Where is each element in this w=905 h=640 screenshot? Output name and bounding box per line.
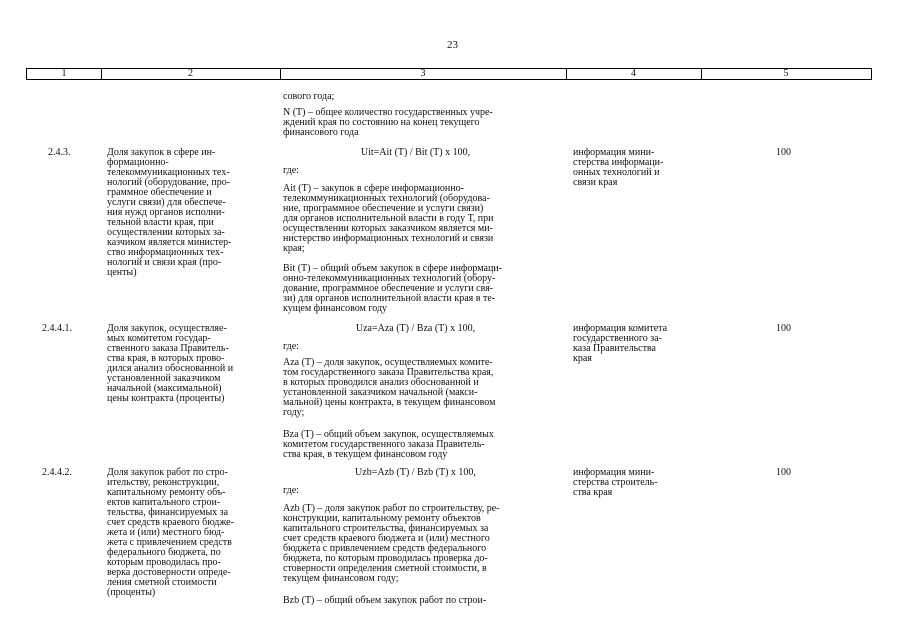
indicator-name — [107, 148, 231, 278]
header-col-2: 2 — [188, 68, 193, 79]
indicator-name — [107, 468, 234, 598]
where-label: где: — [283, 341, 299, 352]
definition-line: году; — [283, 407, 305, 418]
n-definition-line: N (Т) – общее количество государственных учре- — [283, 107, 493, 118]
definition-line: Ait (T) – закупок в сфере информационно- — [283, 183, 464, 194]
definition-line: капитального строительства, финансируемых за — [283, 523, 489, 534]
indicator-name-line: тельной власти края, при — [107, 217, 214, 228]
definition-line: счет средств краевого бюджета и (или) местного — [283, 533, 490, 544]
indicator-name-line: ства края, в которых прово- — [107, 353, 225, 364]
formula: Uzb=Azb (T) / Bzb (T) x 100, — [355, 467, 476, 478]
information-source — [573, 468, 658, 498]
indicator-name-line: Доля закупок работ по стро- — [107, 467, 228, 478]
definition-line: для органов исполнительной власти в году Т, при — [283, 213, 494, 224]
definition-line: ние, программное обеспечение и услуги связи) — [283, 203, 484, 214]
variable-b-definition — [283, 430, 494, 460]
indicator-name-line: ления сметной стоимости — [107, 577, 217, 588]
indicator-name-line: начальной (максимальной) — [107, 383, 222, 394]
indicator-name-line: ительству, реконструкции, — [107, 477, 220, 488]
definition-line: зи) для органов исполнительной власти края в те- — [283, 293, 496, 304]
indicator-name-line: (проценты) — [107, 587, 156, 598]
indicator-name-line: казчиком является министер- — [107, 237, 232, 248]
definition-line: телекоммуникационных технологий (оборудова- — [283, 193, 490, 204]
indicator-name-line: формационно- — [107, 157, 169, 168]
indicator-name-line: граммное обеспечение и — [107, 187, 212, 198]
definition-line: бюджета, по которым проводилась проверка до- — [283, 553, 488, 564]
source-line: информация мини- — [573, 147, 655, 158]
n-definition — [283, 108, 548, 138]
source-line: информация комитета — [573, 323, 668, 334]
definition-line: края; — [283, 243, 305, 254]
where-label: где: — [283, 165, 299, 176]
definition-line: стоверности определения сметной стоимости, в — [283, 563, 487, 574]
variable-b-definition — [283, 264, 502, 314]
source-line: стерства информаци- — [573, 157, 664, 168]
row-number: 2.4.3. — [48, 147, 71, 158]
definition-line: установленной заказчиком начальной (макси- — [283, 387, 478, 398]
definition-line: том государственного заказа Правительства края, — [283, 367, 494, 378]
indicator-name-line: нологий и связи края (про- — [107, 257, 222, 268]
indicator-name-line: осуществлении которых за- — [107, 227, 225, 238]
variable-a-definition — [283, 184, 493, 254]
row-number: 2.4.4.1. — [42, 323, 72, 334]
header-col-4: 4 — [631, 68, 636, 79]
source-line: края — [573, 353, 592, 364]
definition-line: нистерство информационных технологий и связи — [283, 233, 494, 244]
definition-line: кущем финансовом году — [283, 303, 388, 314]
indicator-name-line: жета и (или) местного бюд- — [107, 527, 225, 538]
where-label: где: — [283, 485, 299, 496]
variable-a-definition — [283, 504, 500, 584]
definition-line: текущем финансовом году; — [283, 573, 399, 584]
header-col-1: 1 — [61, 68, 67, 79]
indicator-name-line: ственного заказа Правитель- — [107, 343, 229, 354]
source-line: онных технологий и — [573, 167, 660, 178]
source-line: государственного за- — [573, 333, 662, 344]
formula: Uit=Ait (T) / Bit (T) x 100, — [360, 147, 471, 158]
indicator-name-line: услуги связи) для обеспече- — [107, 197, 226, 208]
indicator-name-line: установленной заказчиком — [107, 373, 221, 384]
definition-line: осуществлении которых заказчиком является ми- — [283, 223, 493, 234]
indicator-name-line: счет средств краевого бюдже- — [107, 517, 234, 528]
indicator-name-line: Доля закупок, осуществляе- — [107, 323, 227, 334]
continuation-text: сового года; — [283, 91, 335, 102]
indicator-name-line: дился анализ обоснованной и — [107, 363, 234, 374]
definition-line: Bzb (T) – общий объем закупок работ по строи- — [283, 595, 487, 606]
target-value: 100 — [776, 323, 791, 334]
indicator-name-line: нологий (оборудование, про- — [107, 177, 231, 188]
definition-line: в которых проводился анализ обоснованной и — [283, 377, 479, 388]
indicator-name-line: которым проводилась про- — [107, 557, 221, 568]
header-col-3: 3 — [420, 68, 426, 79]
definition-line: ства края, в текущем финансовом году — [283, 449, 448, 460]
indicator-name-line: ектов капитального строи- — [107, 497, 221, 508]
target-value: 100 — [776, 147, 791, 158]
n-definition-line: финансового года — [283, 127, 359, 138]
page-number: 23 — [447, 39, 458, 51]
variable-a-definition — [283, 358, 495, 418]
indicator-name-line: федерального бюджета, по — [107, 547, 221, 558]
table-header-row — [26, 68, 872, 80]
definition-line: Azb (T) – доля закупок работ по строительству, ре- — [283, 503, 500, 514]
definition-line: бюджета с привлечением средств федерального — [283, 543, 487, 554]
indicator-name-line: ния нужд органов исполни- — [107, 207, 225, 218]
source-line: стерства строитель- — [573, 477, 658, 488]
definition-line: дование, программное обеспечение и услуги свя- — [283, 283, 494, 294]
target-value: 100 — [776, 467, 791, 478]
indicator-name-line: мых комитетом государ- — [107, 333, 211, 344]
definition-line: конструкции, капитальному ремонту объектов — [283, 513, 481, 524]
indicator-name-line: телекоммуникационных тех- — [107, 167, 230, 178]
definition-line: комитетом государственного заказа Правитель- — [283, 439, 485, 450]
definition-line: онно-телекоммуникационных технологий (обору- — [283, 273, 496, 284]
indicator-name-line: цены контракта (проценты) — [107, 393, 225, 404]
information-source — [573, 148, 663, 188]
variable-b-definition — [283, 596, 486, 606]
indicator-name — [107, 324, 233, 404]
source-line: ства края — [573, 487, 613, 498]
source-line: каза Правительства — [573, 343, 656, 354]
definition-line: мальной) цены контракта, в текущем финансовом — [283, 397, 496, 408]
indicator-name-line: верка достоверности опреде- — [107, 567, 231, 578]
n-definition-line: ждений края по состоянию на конец текущего — [283, 117, 480, 128]
source-line: связи края — [573, 177, 618, 188]
indicator-name-line: Доля закупок в сфере ин- — [107, 147, 216, 158]
indicator-name-line: жета с привлечением средств — [107, 537, 232, 548]
indicator-name-line: ство информационных тех- — [107, 247, 224, 258]
indicator-name-line: капитальному ремонту объ- — [107, 487, 226, 498]
indicator-name-line: тельства, финансируемых за — [107, 507, 229, 518]
indicator-name-line: центы) — [107, 267, 137, 278]
formula: Uza=Aza (T) / Bza (T) x 100, — [355, 323, 476, 334]
definition-line: Bza (T) – общий объем закупок, осуществляемых — [283, 429, 494, 440]
header-col-5: 5 — [783, 68, 789, 79]
definition-line: Aza (T) – доля закупок, осуществляемых комите- — [283, 357, 493, 368]
information-source — [573, 324, 667, 364]
source-line: информация мини- — [573, 467, 655, 478]
definition-line: Bit (T) – общий объем закупок в сфере информаци- — [283, 263, 502, 274]
row-number: 2.4.4.2. — [42, 467, 72, 478]
